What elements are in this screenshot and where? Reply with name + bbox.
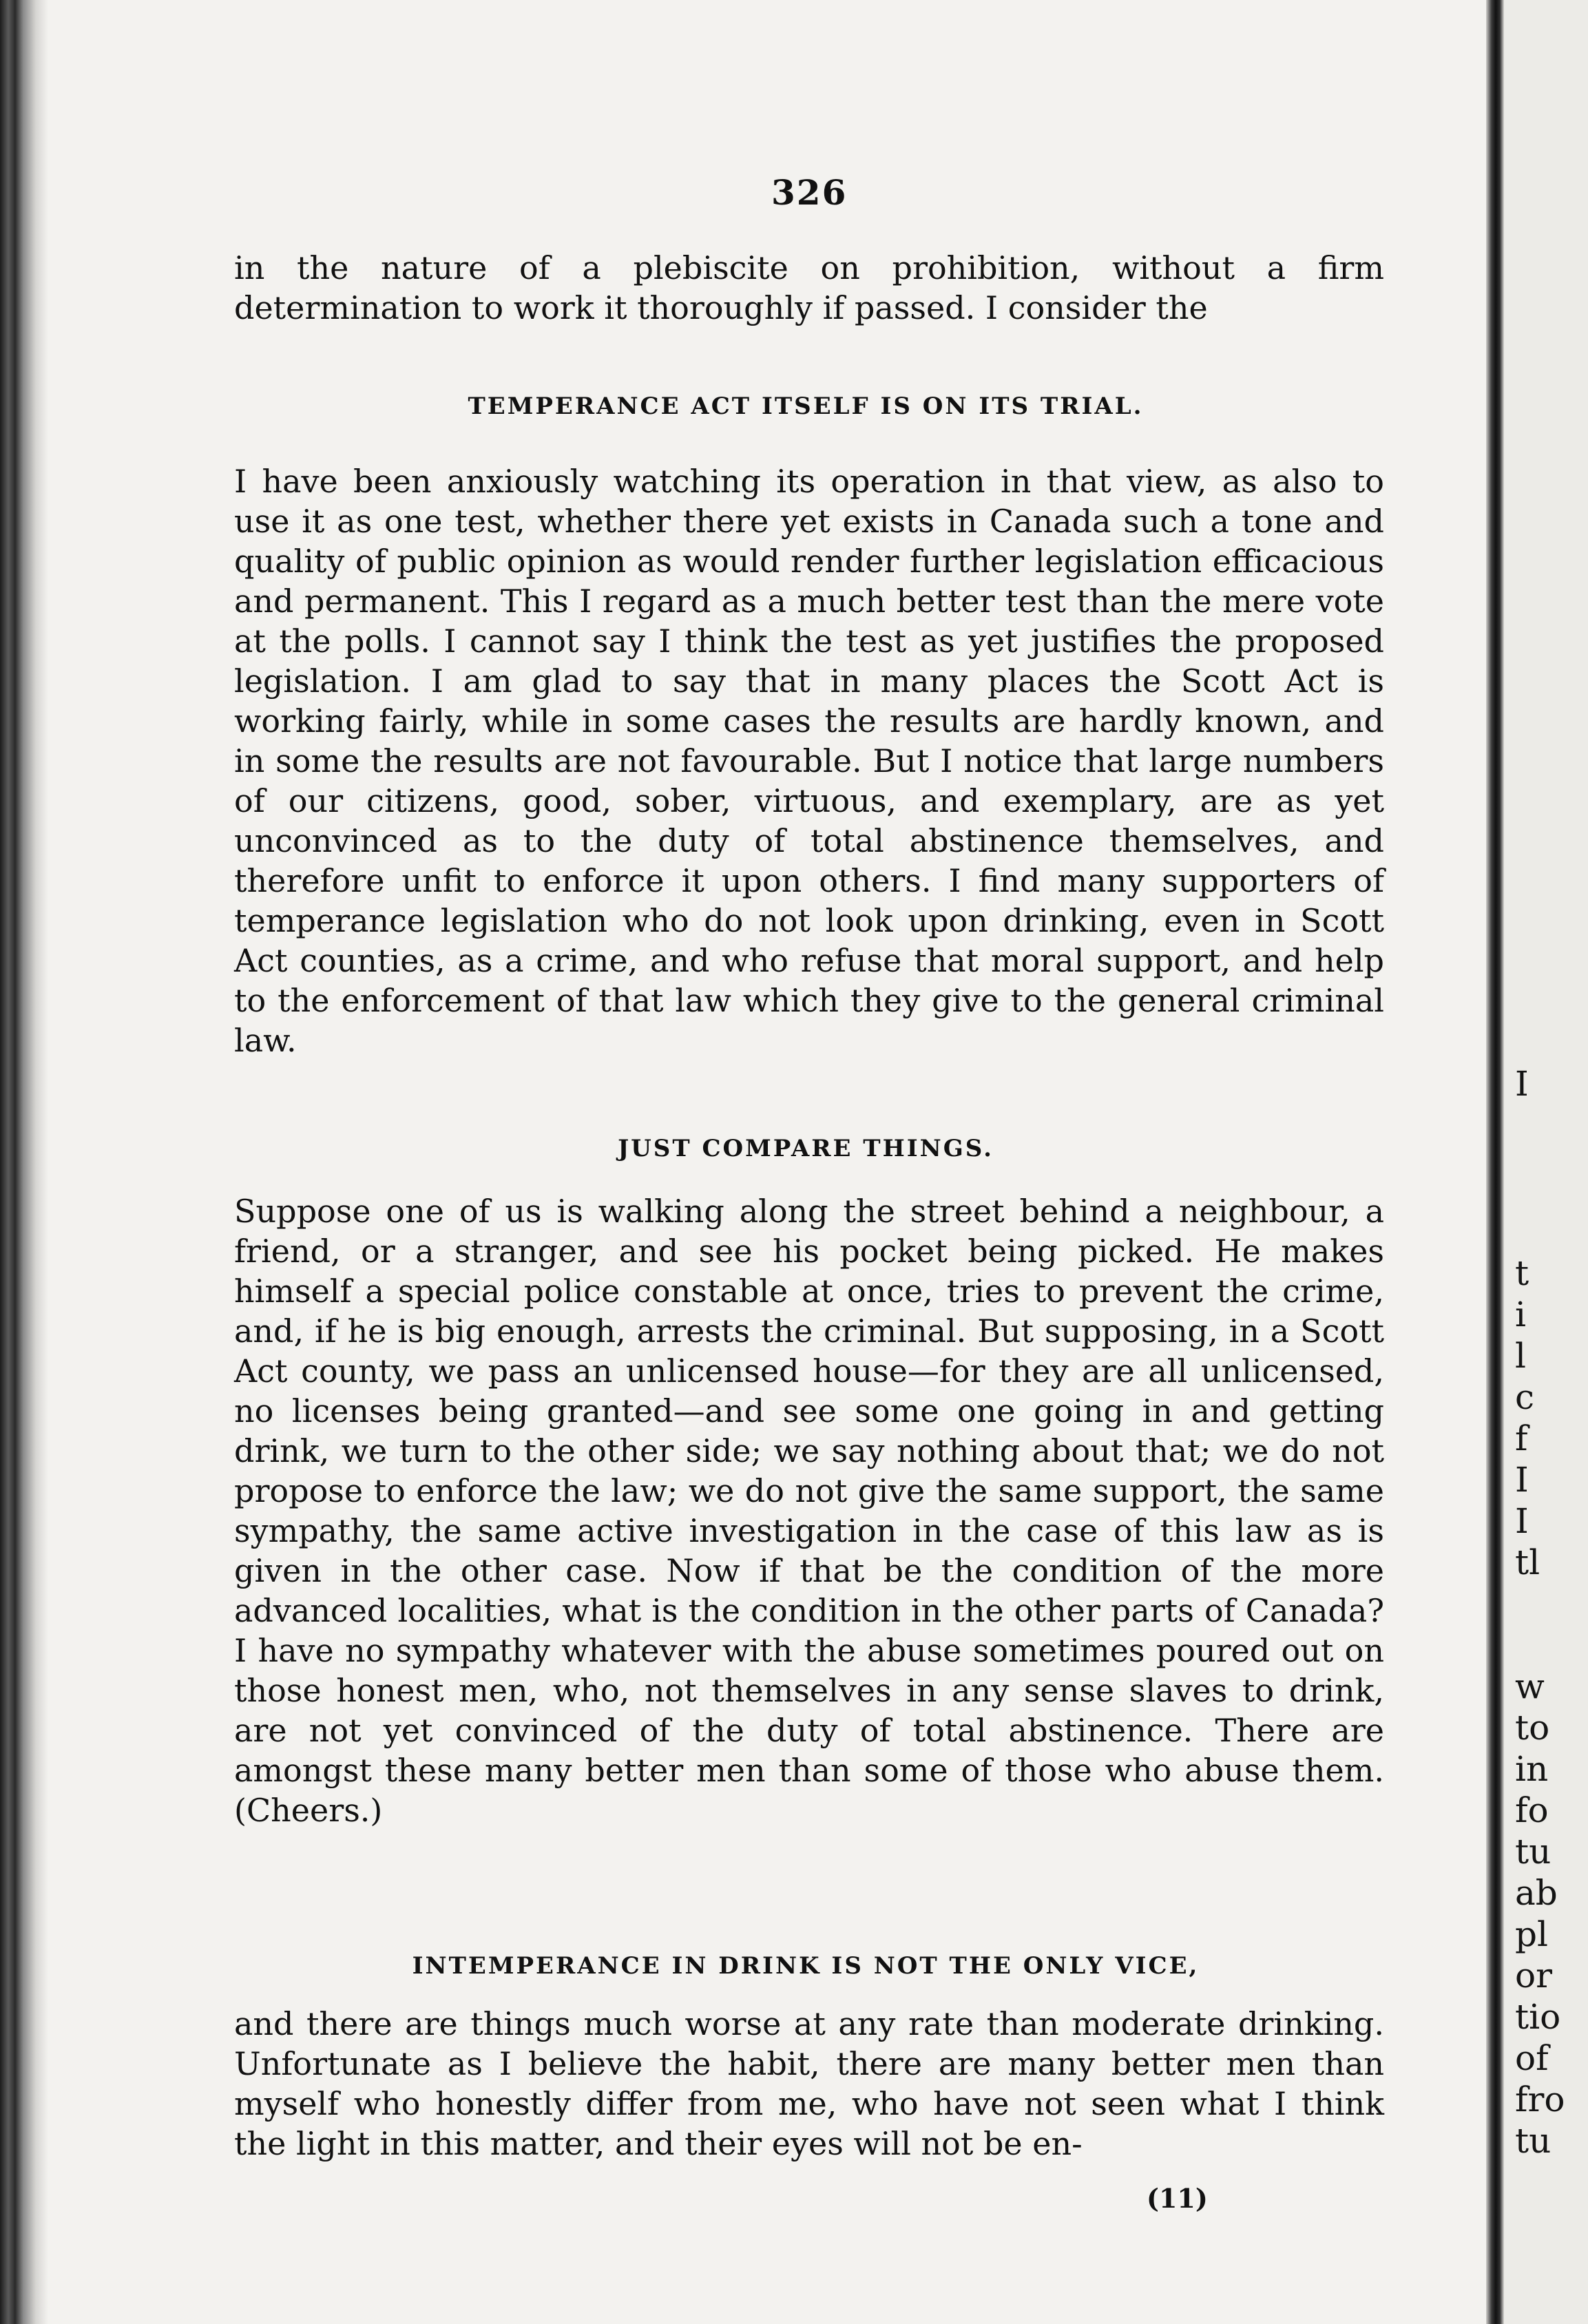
section-heading-2: JUST COMPARE THINGS.	[618, 1135, 994, 1162]
paragraph-1: in the nature of a plebiscite on prohibition, without a firm determination to work it thoroughly if passed. I consider the	[234, 249, 1384, 326]
facing-fragment: c	[1515, 1377, 1535, 1417]
facing-fragment: or	[1515, 1956, 1553, 1996]
facing-fragment: tu	[1515, 1832, 1552, 1872]
facing-fragment: pl	[1515, 1914, 1548, 1954]
facing-fragment: fo	[1515, 1790, 1549, 1830]
facing-fragment: w	[1515, 1666, 1545, 1706]
paragraph-3: Suppose one of us is walking along the street behind a neighbour, a friend, or a stranger, and see his pocket being picked. He makes himself a special police constable at once, tries to prevent the crime, and, if he is big enough, arrests the criminal. But supposing, in a Scott Act county, we pass an unlicensed house—for they are all unlicensed, no licenses being granted—and see some one going in and getting drink, we turn to the other side; we say nothing about that; we do not propose to enforce the law; we do not give the same support, the same sympathy, the same active investigation in the case of this law as is given in the other case. Now if that be the condition of the more advanced localities, what is the condition in the other parts of Canada? I have no sympathy whatever with the abuse sometimes poured out on those honest men, who, not themselves in any sense slaves to drink, are not yet convinced of the duty of total abstinence. There are amongst these many better men than some of those who abuse them. (Cheers.)	[234, 1193, 1384, 1829]
facing-fragment: l	[1515, 1336, 1526, 1376]
facing-fragment: f	[1515, 1419, 1528, 1458]
facing-fragment: tl	[1515, 1542, 1540, 1582]
facing-fragment: of	[1515, 2038, 1549, 2078]
facing-fragment: fro	[1515, 2080, 1565, 2119]
paragraph-2: I have been anxiously watching its operation in that view, as also to use it as one test, whether there yet exists in Canada such a tone and quality of public opinion as would render further legislation efficacious and permanent. This I regard as a much better test than the mere vote at the polls. I cannot say I think the test as yet justifies the proposed legislation. I am glad to say that in many places the Scott Act is working fairly, while in some cases the results are hardly known, and in some the results are not favourable. But I notice that large numbers of our citizens, good, sober, virtuous, and exemplary, are as yet unconvinced as to the duty of total abstinence themselves, and therefore unfit to enforce it upon others. I find many supporters of temperance legislation who do not look upon drinking, even in Scott Act counties, as a crime, and who refuse that moral support, and help to the enforcement of that law which they give to the general criminal law.	[234, 463, 1384, 1059]
facing-page-edge	[1504, 0, 1588, 2324]
facing-fragment: I	[1515, 1460, 1529, 1500]
signature-mark: (11)	[1147, 2183, 1208, 2214]
section-heading-1: TEMPERANCE ACT ITSELF IS ON ITS TRIAL.	[468, 392, 1144, 420]
left-binding-edge	[0, 0, 48, 2324]
facing-fragment: ab	[1515, 1873, 1558, 1913]
paragraph-4: and there are things much worse at any rate than moderate drinking. Unfortunate as I believe the habit, there are many better men than myself who honestly differ from me, who have not seen what I think the light in this matter, and their eyes will not be en-	[234, 2005, 1384, 2162]
facing-fragment: to	[1515, 1708, 1550, 1748]
facing-fragment: I	[1515, 1064, 1529, 1104]
facing-fragment: tio	[1515, 1997, 1561, 2037]
page-number: 326	[771, 172, 848, 213]
facing-fragment: I	[1515, 1501, 1529, 1541]
center-gutter	[1486, 0, 1504, 2324]
facing-fragment: i	[1515, 1295, 1526, 1334]
section-heading-3: INTEMPERANCE IN DRINK IS NOT THE ONLY VICE,	[412, 1952, 1200, 1980]
facing-fragment: t	[1515, 1253, 1529, 1293]
facing-fragment: tu	[1515, 2121, 1552, 2161]
facing-fragment: in	[1515, 1749, 1549, 1789]
